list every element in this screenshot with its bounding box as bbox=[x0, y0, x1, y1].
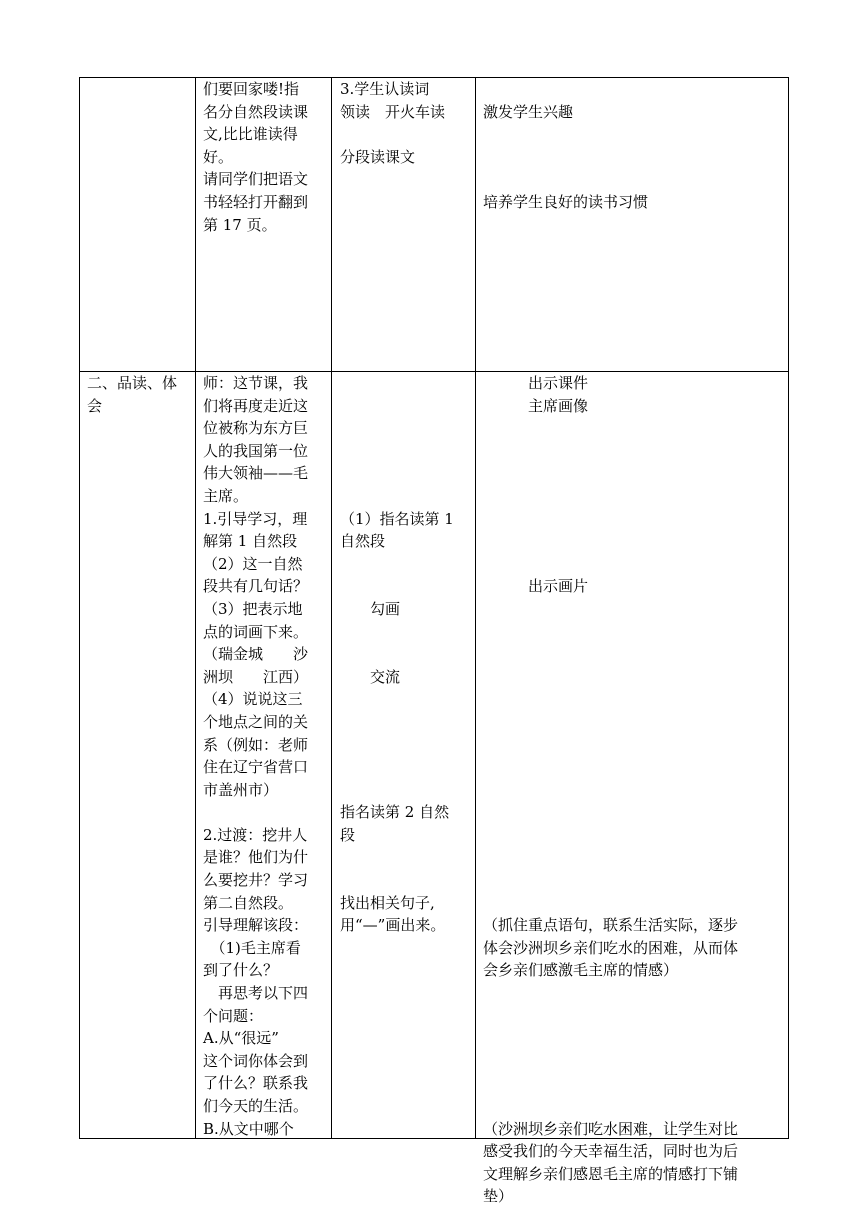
text-line: （2）这一自然 bbox=[203, 554, 303, 573]
column-border-2 bbox=[195, 77, 196, 1139]
text-line: 好。 bbox=[203, 147, 234, 166]
text-line: B.从文中哪个 bbox=[203, 1119, 294, 1138]
text-line bbox=[340, 485, 474, 508]
row1-teacher-activity-cell bbox=[203, 78, 331, 236]
text-line bbox=[483, 869, 787, 892]
text-line bbox=[483, 982, 787, 1005]
text-line: （1）指名读第 1 bbox=[340, 509, 454, 528]
text-line bbox=[483, 462, 787, 485]
text-line bbox=[340, 440, 474, 463]
text-line: 出示课件 bbox=[483, 374, 589, 392]
text-line bbox=[340, 779, 474, 802]
text-line: 会乡亲们感激毛主席的情感） bbox=[483, 961, 679, 980]
text-line: 文,比比谁读得 bbox=[203, 125, 298, 144]
row2-stage-cell bbox=[87, 372, 195, 417]
text-line bbox=[483, 846, 787, 869]
text-line bbox=[483, 711, 787, 734]
text-line: 会 bbox=[87, 396, 103, 415]
text-line: 段 bbox=[340, 825, 356, 844]
text-line bbox=[483, 734, 787, 757]
text-line: 书轻轻打开翻到 bbox=[203, 192, 309, 211]
text-line bbox=[483, 621, 787, 644]
text-line bbox=[340, 621, 474, 644]
text-line bbox=[340, 395, 474, 418]
text-line: 主席画像 bbox=[483, 396, 589, 415]
text-line bbox=[483, 553, 787, 576]
text-line bbox=[340, 711, 474, 734]
text-line bbox=[483, 146, 787, 169]
text-line: 引导理解该段： bbox=[203, 916, 309, 935]
column-border-4 bbox=[475, 77, 476, 1139]
text-line: 2.过渡：挖井人 bbox=[203, 825, 308, 844]
text-line: 用“—”画出来。 bbox=[340, 916, 446, 935]
text-line: 勾画 bbox=[340, 599, 401, 618]
text-line: （抓住重点语句，联系生活实际，逐步 bbox=[483, 916, 739, 935]
column-border-right bbox=[788, 77, 789, 1139]
text-line bbox=[340, 643, 474, 666]
text-line bbox=[483, 508, 787, 531]
text-line: 们要回家喽!指 bbox=[203, 80, 300, 98]
text-line: 段共有几句话？ bbox=[203, 577, 309, 596]
text-line bbox=[483, 1095, 787, 1118]
text-line: 第 17 页。 bbox=[203, 215, 277, 234]
text-line: 分段读课文 bbox=[340, 147, 416, 166]
text-line bbox=[340, 869, 474, 892]
text-line: 名分自然段读课 bbox=[203, 102, 309, 121]
text-line bbox=[340, 688, 474, 711]
text-line: 体会沙洲坝乡亲们吃水的困难，从而体 bbox=[483, 938, 739, 957]
text-line: （瑞金城 沙 bbox=[203, 645, 309, 664]
text-line bbox=[483, 801, 787, 824]
text-line bbox=[483, 779, 787, 802]
text-line: 个问题： bbox=[203, 1006, 264, 1025]
text-line: 主席。 bbox=[203, 486, 249, 505]
text-line bbox=[483, 1027, 787, 1050]
text-line bbox=[340, 575, 474, 598]
text-line: 二、品读、体 bbox=[87, 374, 178, 392]
text-line: 出示画片 bbox=[483, 577, 589, 596]
text-line bbox=[483, 123, 787, 146]
text-line: 是谁？他们为什 bbox=[203, 848, 309, 867]
column-border-3 bbox=[331, 77, 332, 1139]
text-line bbox=[340, 734, 474, 757]
text-line: 师：这节课，我 bbox=[203, 374, 309, 392]
row2-design-intent-cell bbox=[483, 372, 787, 1208]
text-line bbox=[340, 756, 474, 779]
text-line: 住在辽宁省营口 bbox=[203, 758, 309, 777]
text-line bbox=[340, 372, 474, 395]
text-line: 激发学生兴趣 bbox=[483, 102, 574, 121]
text-line: 请同学们把语文 bbox=[203, 170, 309, 189]
text-line: 自然段 bbox=[340, 532, 386, 551]
text-line bbox=[483, 643, 787, 666]
text-line bbox=[483, 824, 787, 847]
text-line: 领读 开火车读 bbox=[340, 102, 446, 121]
text-line bbox=[483, 440, 787, 463]
text-line bbox=[483, 666, 787, 689]
text-line bbox=[483, 78, 787, 101]
text-line: 1.引导学习，理 bbox=[203, 509, 308, 528]
text-line: （3）把表示地 bbox=[203, 599, 303, 618]
text-line: （1)毛主席看 bbox=[203, 938, 301, 957]
text-line: 个地点之间的关 bbox=[203, 712, 309, 731]
text-line: 么要挖井？学习 bbox=[203, 871, 309, 890]
text-line: 伟大领袖——毛 bbox=[203, 464, 309, 483]
text-line: 找出相关句子, bbox=[340, 893, 435, 912]
text-line bbox=[483, 168, 787, 191]
row2-student-activity-cell bbox=[340, 372, 474, 937]
text-line bbox=[340, 462, 474, 485]
row1-student-activity-cell bbox=[340, 78, 474, 168]
text-line: （4）说说这三 bbox=[203, 690, 303, 709]
text-line bbox=[483, 1072, 787, 1095]
text-line bbox=[340, 553, 474, 576]
text-line: 市盖州市） bbox=[203, 780, 279, 799]
text-line: 洲坝 江西） bbox=[203, 667, 309, 686]
text-line bbox=[340, 846, 474, 869]
row1-design-intent-cell bbox=[483, 78, 787, 214]
text-line: 培养学生良好的读书习惯 bbox=[483, 192, 649, 211]
text-line: 垫） bbox=[483, 1187, 514, 1206]
text-line: 交流 bbox=[340, 667, 401, 686]
text-line: 3.学生认读词 bbox=[340, 80, 430, 98]
text-line: 们今天的生活。 bbox=[203, 1097, 309, 1115]
text-line bbox=[483, 485, 787, 508]
text-line bbox=[483, 756, 787, 779]
text-line: 解第 1 自然段 bbox=[203, 532, 298, 551]
text-line: 人的我国第一位 bbox=[203, 441, 309, 460]
text-line: 文理解乡亲们感恩毛主席的情感打下铺 bbox=[483, 1164, 739, 1183]
text-line: 感受我们的今天幸福生活，同时也为后 bbox=[483, 1142, 739, 1161]
text-line bbox=[483, 530, 787, 553]
text-line: 们将再度走近这 bbox=[203, 396, 309, 415]
text-line bbox=[483, 417, 787, 440]
text-line: 指名读第 2 自然 bbox=[340, 803, 450, 822]
text-line bbox=[340, 123, 474, 146]
text-line: 位被称为东方巨 bbox=[203, 419, 309, 438]
text-line: 点的词画下来。 bbox=[203, 622, 309, 641]
text-line: 系（例如：老师 bbox=[203, 735, 309, 754]
text-line bbox=[483, 688, 787, 711]
text-line: 了什么？联系我 bbox=[203, 1074, 309, 1093]
text-line: 第二自然段。 bbox=[203, 893, 294, 912]
text-line bbox=[203, 801, 331, 824]
text-line bbox=[483, 892, 787, 915]
text-line: 再思考以下四 bbox=[203, 984, 309, 1003]
text-line: （沙洲坝乡亲们吃水困难，让学生对比 bbox=[483, 1119, 739, 1138]
text-line: 这个词你体会到 bbox=[203, 1051, 309, 1070]
text-line bbox=[340, 417, 474, 440]
text-line bbox=[483, 598, 787, 621]
text-line: 到了什么？ bbox=[203, 961, 279, 980]
text-line: A.从“很远” bbox=[203, 1029, 279, 1048]
text-line bbox=[483, 1005, 787, 1028]
text-line bbox=[483, 1050, 787, 1073]
column-border-left bbox=[79, 77, 80, 1139]
row2-teacher-activity-cell bbox=[203, 372, 331, 1140]
